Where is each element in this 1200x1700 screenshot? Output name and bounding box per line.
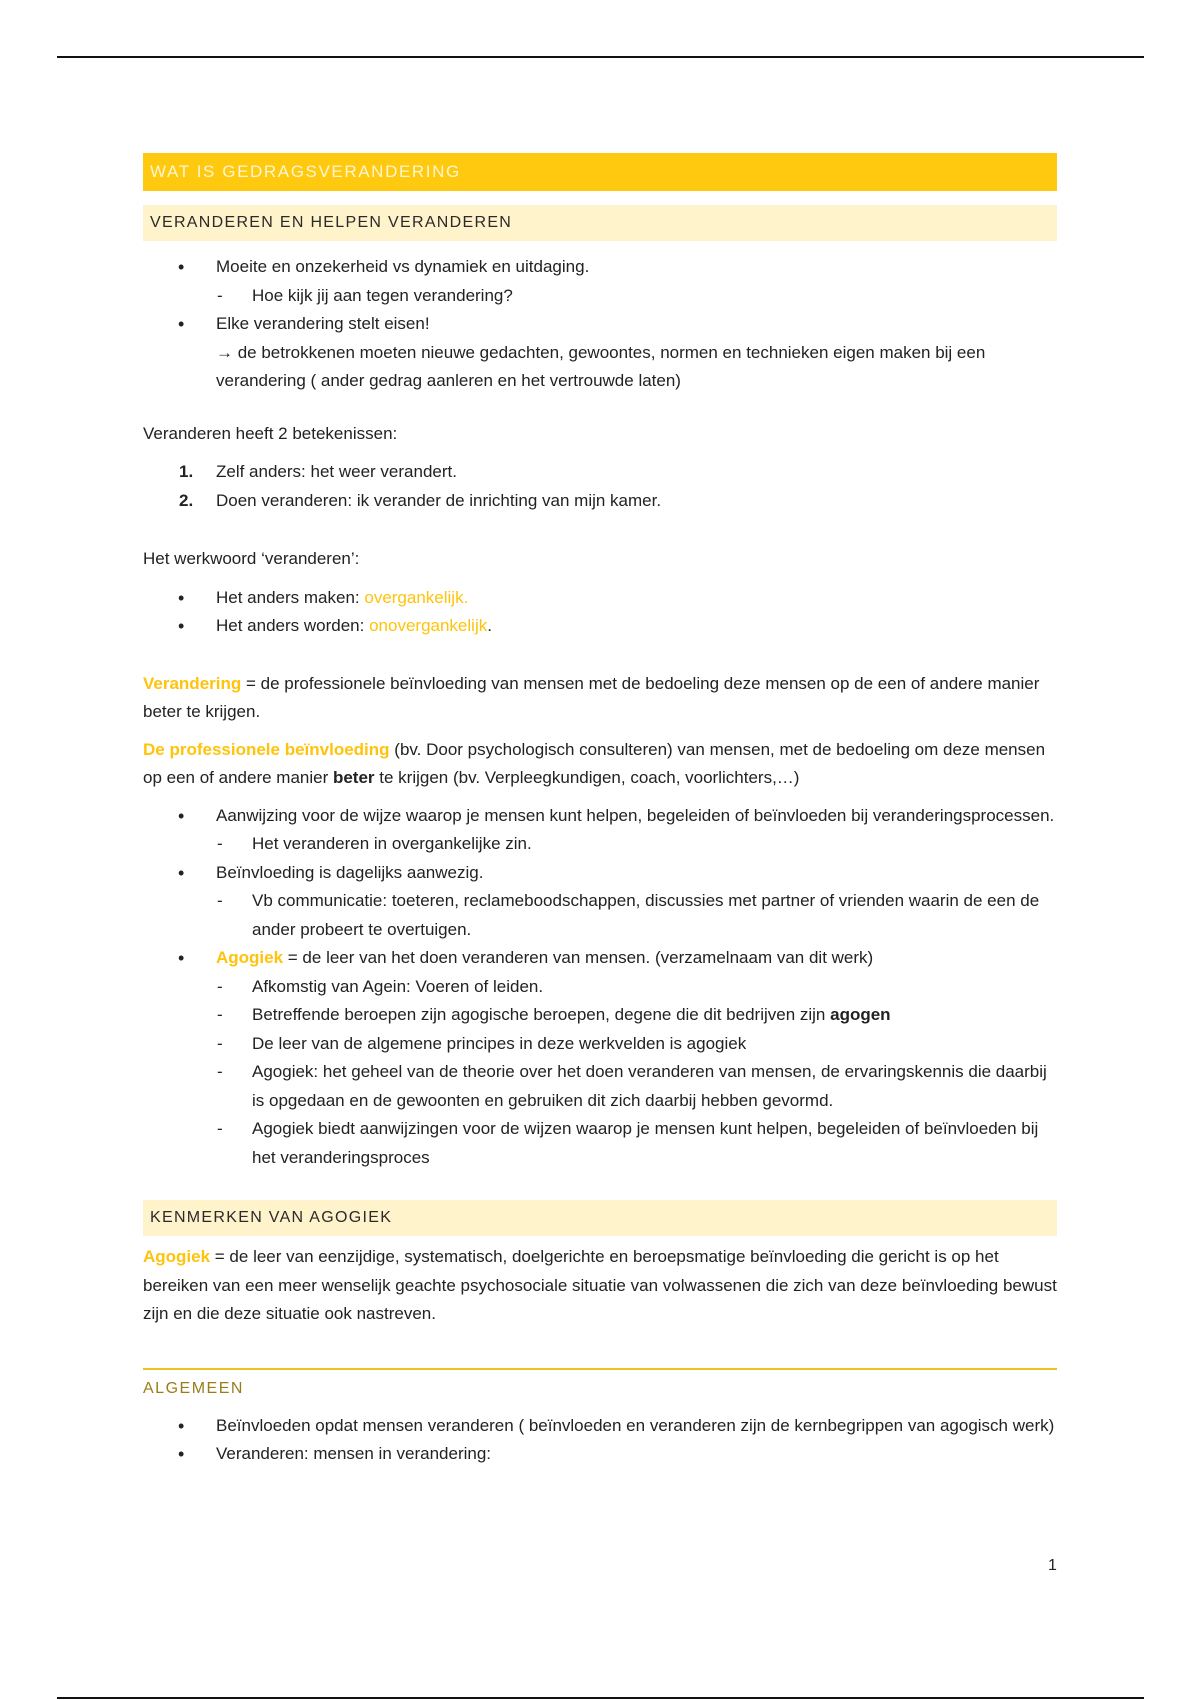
bullet-list-1 — [143, 253, 1057, 396]
sub-list-item — [143, 1001, 1057, 1030]
heading-kenmerken: KENMERKEN VAN AGOGIEK — [143, 1200, 1057, 1236]
list-item-text: = de leer van het doen veranderen van mensen. (verzamelnaam van dit werk) — [283, 948, 874, 967]
list-item — [143, 487, 1057, 516]
list-item: • Beïnvloeden opdat mensen veranderen ( beïnvloeden en veranderen zijn de kernbegrippen van agogisch werk) — [143, 1412, 1057, 1441]
sub-list-item: - Het veranderen in overgankelijke zin. — [143, 830, 1057, 859]
list-number: 1. — [179, 462, 194, 481]
sub-list-item: - Agogiek biedt aanwijzingen voor de wijzen waarop je mensen kunt helpen, begeleiden of beïnvloeden bij het veranderingsproces — [143, 1115, 1057, 1172]
page-number: 1 — [1048, 1557, 1057, 1574]
bullet-list-3 — [143, 802, 1057, 1173]
numbered-list — [143, 458, 1057, 515]
definition-text: = de professionele beïnvloeding van mensen met de bedoeling deze mensen op de een of andere manier beter te krijgen. — [143, 673, 1040, 721]
list-item — [143, 584, 1057, 613]
list-item — [143, 802, 1057, 859]
definition-text: = de leer van eenzijdige, systematisch, doelgerichte en beroepsmatige beïnvloeding die gericht is op het bereiken van een meer wenselijk geachte psychosociale situatie van volwassenen die zich van deze beïnvloeding bewust zijn en die deze situatie ook nastreven. — [143, 1247, 1057, 1323]
list-item — [143, 612, 1057, 641]
list-item — [143, 310, 1057, 396]
heading-1: WAT IS GEDRAGSVERANDERING — [143, 153, 1057, 191]
list-item — [143, 458, 1057, 487]
sub-list — [216, 830, 1057, 859]
bullet-list-2 — [143, 584, 1057, 641]
definition-professionele-beinvloeding — [143, 736, 1057, 793]
punctuation: . — [487, 616, 492, 635]
list-item-text: Het anders maken: — [216, 587, 365, 607]
bullet-list-4 — [143, 1412, 1057, 1469]
list-item-text: Aanwijzing voor de wijze waarop je mensen kunt helpen, begeleiden of beïnvloeden bij veranderingsprocessen. — [216, 805, 1055, 825]
sub-list — [216, 887, 1057, 944]
list-item-text: Elke verandering stelt eisen! — [216, 314, 430, 333]
sub-list-item-text: Betreffende beroepen zijn agogische beroepen, degene die dit bedrijven zijn — [252, 1005, 831, 1024]
list-item-text: Moeite en onzekerheid vs dynamiek en uitdaging. — [216, 257, 590, 276]
sub-list-item: - Agogiek: het geheel van de theorie over het doen veranderen van mensen, de ervaringskennis die daarbij is opgedaan en de gewoonten en gebruiken dit zich daarbij hebben gevormd. — [143, 1058, 1057, 1115]
bold-text: agogen — [830, 1005, 891, 1024]
paragraph-betekenissen: Veranderen heeft 2 betekenissen: — [143, 423, 398, 443]
sub-list — [216, 282, 1057, 311]
bold-text: beter — [332, 768, 375, 787]
definition-text: te krijgen (bv. Verpleegkundigen, coach, voorlichters,…) — [374, 768, 800, 787]
list-item-continuation: de betrokkenen moeten nieuwe gedachten, gewoontes, normen en technieken eigen maken bij een verandering ( ander gedrag aanleren en het vertrouwde laten) — [216, 342, 986, 390]
definition-term: Verandering — [143, 673, 242, 693]
definition-term: De professionele beïnvloeding — [143, 739, 390, 759]
list-item: • Veranderen: mensen in verandering: — [143, 1440, 1057, 1469]
heading-veranderen: VERANDEREN EN HELPEN VERANDEREN — [143, 205, 1057, 241]
sub-list-item: - Vb communicatie: toeteren, reclameboodschappen, discussies met partner of vrienden waarin de een de ander probeert te overtuigen. — [143, 887, 1057, 944]
definition-verandering — [143, 670, 1057, 727]
footer-rule — [57, 1697, 1144, 1699]
highlight-term: onovergankelijk — [369, 616, 488, 635]
list-item-text: Zelf anders: het weer verandert. — [216, 462, 457, 481]
list-item-text: Beïnvloeding is dagelijks aanwezig. — [216, 862, 484, 882]
sub-list — [216, 973, 1057, 1173]
list-item-text: Het anders worden: — [216, 616, 370, 635]
list-item — [143, 944, 1057, 1172]
header-rule — [57, 56, 1144, 58]
highlight-term: Agogiek — [216, 948, 284, 967]
document-body — [143, 153, 1057, 1469]
highlight-term: overgankelijk. — [364, 587, 469, 607]
list-item — [143, 859, 1057, 945]
arrow-icon: → — [216, 342, 233, 362]
list-item — [143, 253, 1057, 310]
definition-term: Agogiek — [143, 1247, 211, 1266]
list-number: 2. — [179, 490, 194, 510]
definition-text: (bv. Door psychologisch consulteren) van mensen, met de bedoeling om deze mensen op een of andere manier — [143, 739, 1046, 787]
heading-algemeen: ALGEMEEN — [143, 1368, 1057, 1402]
paragraph-werkwoord: Het werkwoord ‘veranderen’: — [143, 549, 360, 568]
definition-agogiek — [143, 1243, 1057, 1329]
sub-list-item: - Afkomstig van Agein: Voeren of leiden. — [143, 973, 1057, 1002]
sub-list-item: - Hoe kijk jij aan tegen verandering? — [143, 282, 1057, 311]
sub-list-item: - De leer van de algemene principes in deze werkvelden is agogiek — [143, 1030, 1057, 1059]
list-item-text: Doen veranderen: ik verander de inrichting van mijn kamer. — [216, 490, 662, 510]
